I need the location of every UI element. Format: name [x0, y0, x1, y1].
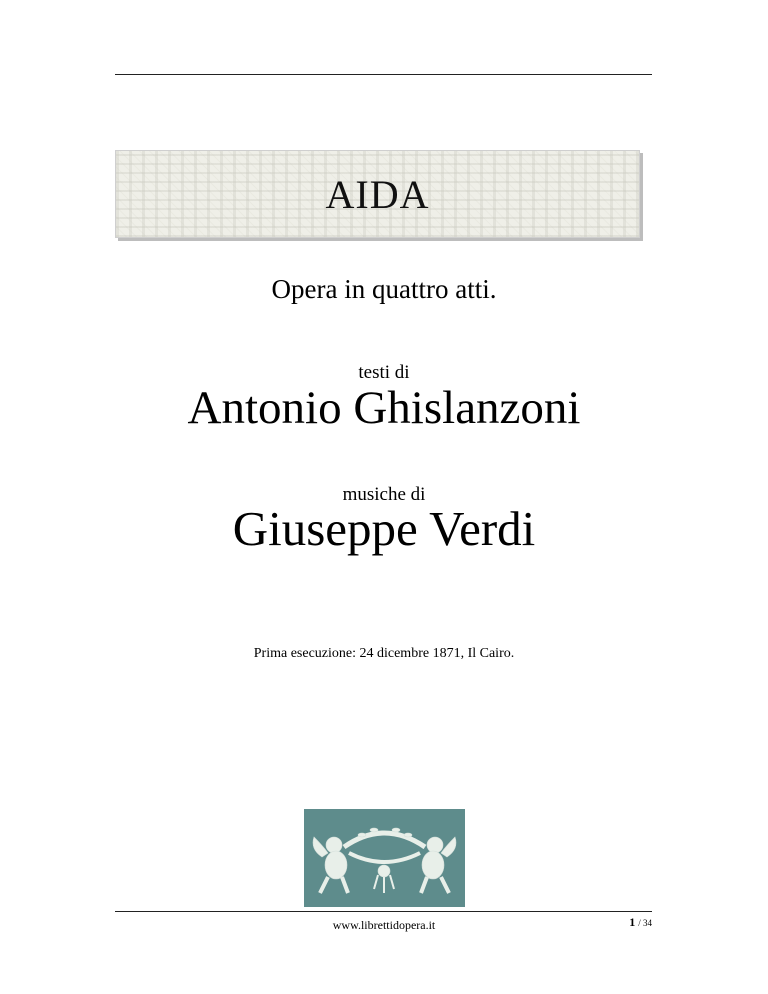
page-current: 1 — [629, 915, 636, 929]
cherubs-garland-logo-icon — [304, 809, 465, 907]
title-banner — [115, 150, 640, 238]
bottom-divider — [115, 911, 652, 912]
top-divider — [115, 74, 652, 75]
page-total: / 34 — [638, 918, 652, 928]
opera-title: AIDA — [325, 171, 430, 217]
page-number — [629, 915, 652, 930]
music-label: musiche di — [342, 484, 426, 505]
footer-website: www.librettidopera.it — [332, 918, 436, 932]
opera-subtitle: Opera in quattro atti. — [271, 274, 497, 304]
librettist-name: Antonio Ghislanzoni — [187, 382, 581, 434]
libretto-label: testi di — [358, 362, 410, 383]
composer-name: Giuseppe Verdi — [232, 501, 536, 556]
premiere-info: Prima esecuzione: 24 dicembre 1871, Il Cairo. — [253, 646, 515, 661]
